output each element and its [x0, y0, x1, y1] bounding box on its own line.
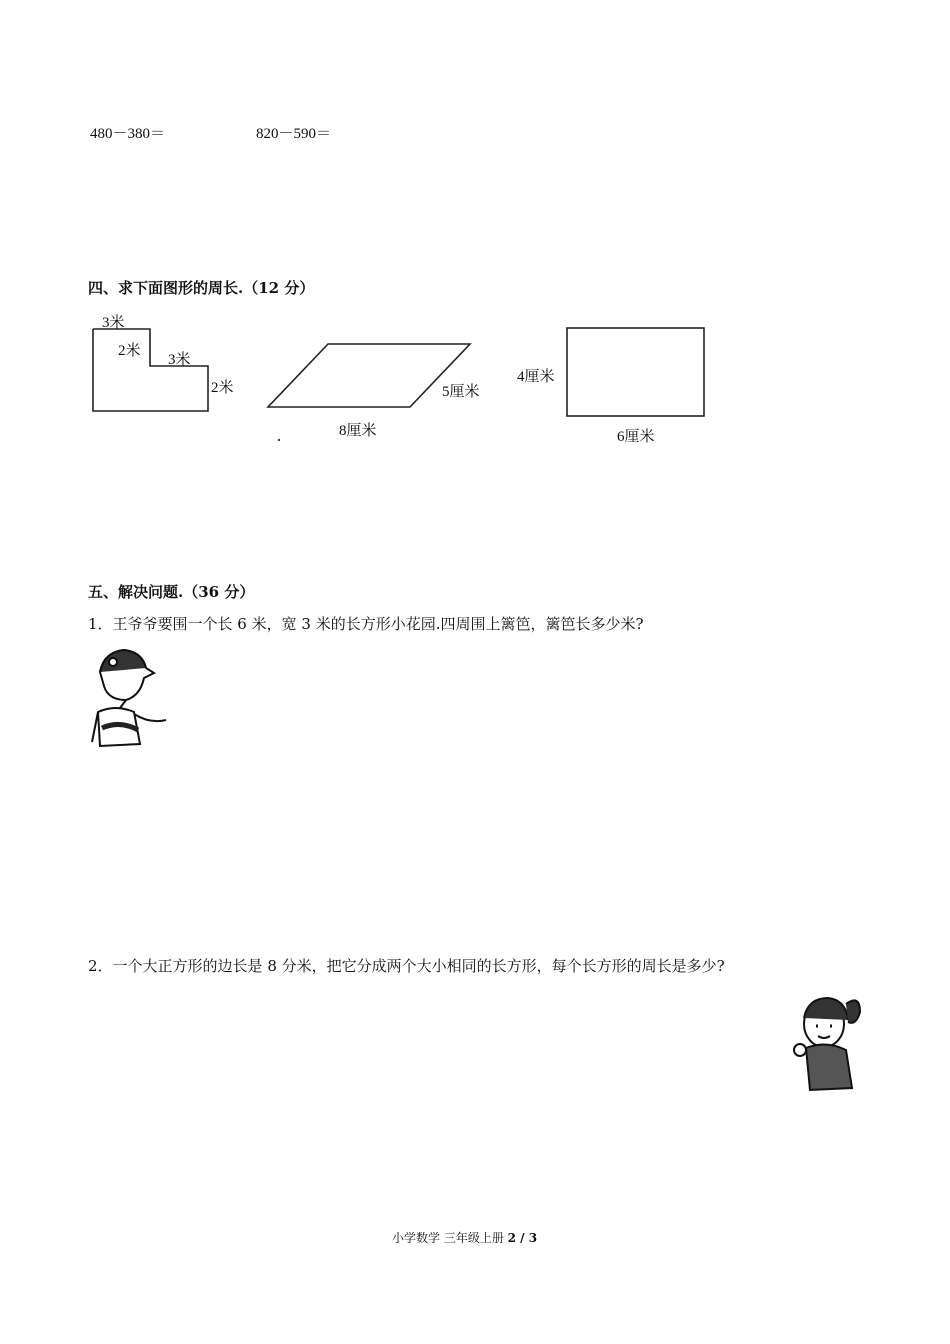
question-2: 2．一个大正方形的边长是 8 分米，把它分成两个大小相同的长方形，每个长方形的周长是多少?: [88, 957, 725, 975]
rectangle-width-label: 6厘米: [617, 429, 655, 445]
l-shape-right-label: 2米: [211, 380, 234, 396]
section-5-heading: 五、解决问题.（36 分）: [88, 583, 255, 601]
footer: [392, 1229, 537, 1246]
section-4-heading: 四、求下面图形的周长.（12 分）: [88, 279, 315, 297]
l-shape-top-label: 3米: [102, 315, 125, 331]
equation-2: 820－590＝: [256, 126, 332, 142]
parallelogram-base-label: 8厘米: [339, 423, 377, 439]
equation-1: 480－380＝: [90, 126, 166, 142]
question-1: 1．王爷爷要围一个长 6 米，宽 3 米的长方形小花园.四周围上篱笆，篱笆长多少米?: [88, 615, 644, 633]
l-shape-inner-height-label: 2米: [118, 343, 141, 359]
footer-page-number: 2 / 3: [507, 1231, 538, 1245]
rectangle-height-label: 4厘米: [517, 369, 555, 385]
parallelogram-side-label: 5厘米: [442, 384, 480, 400]
l-shape-step-label: 3米: [168, 352, 191, 368]
footer-text: 小学数学 三年级上册: [392, 1231, 508, 1245]
